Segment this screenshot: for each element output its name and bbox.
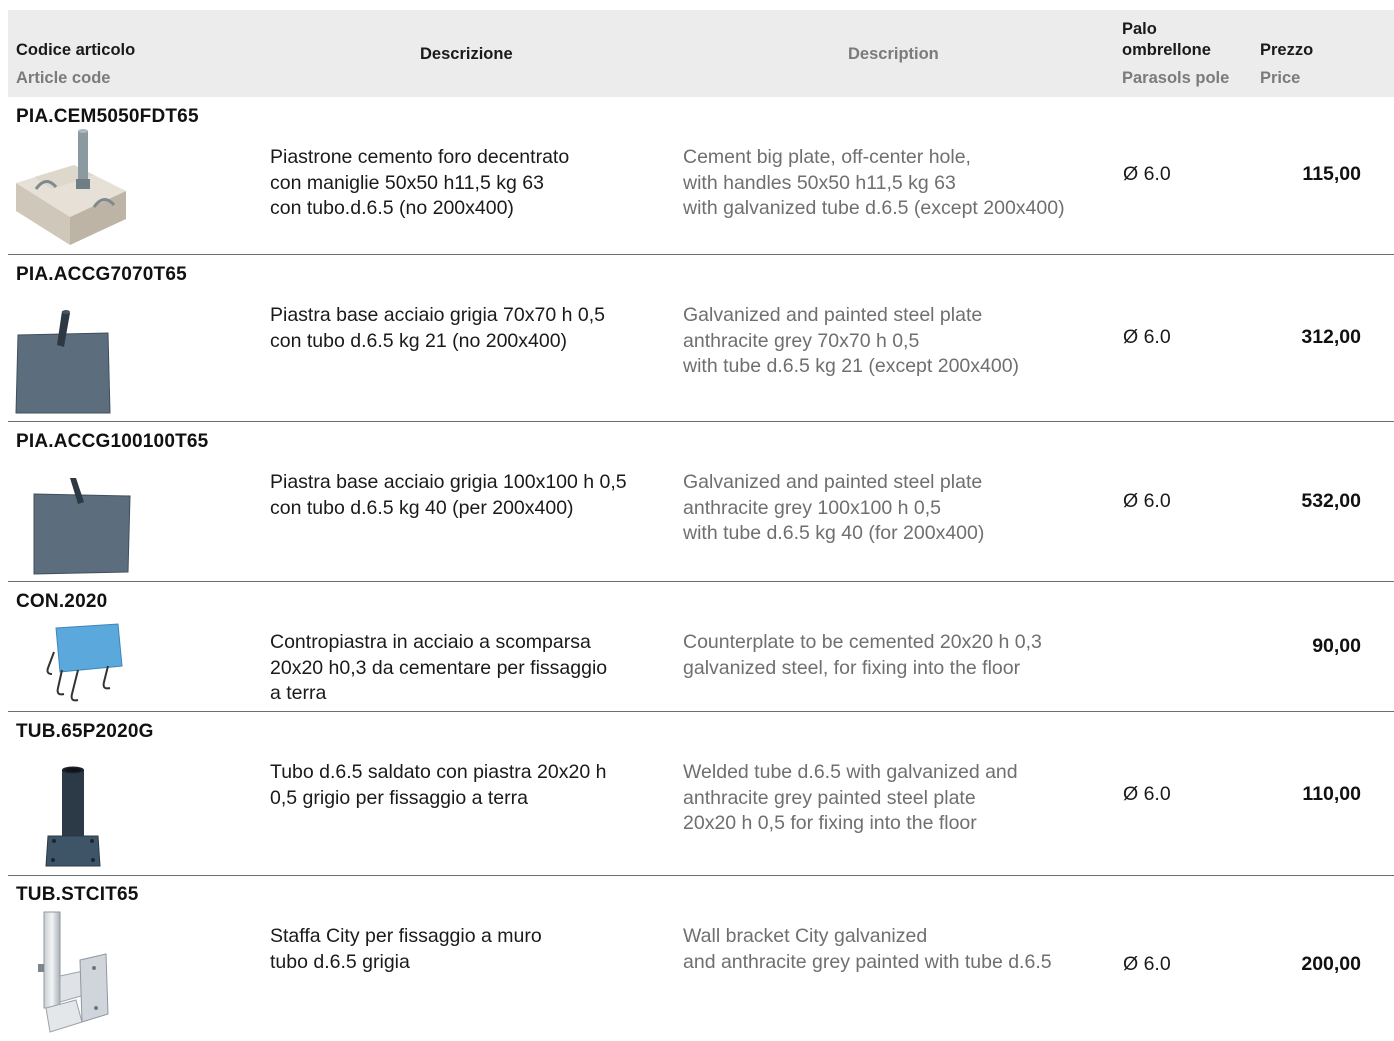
price: 312,00 — [1301, 326, 1361, 348]
description-it: Contropiastra in acciaio a scomparsa 20x20 h0,3 da cementare per fissaggio a terra — [270, 631, 608, 704]
table-row — [8, 712, 1394, 875]
description-it: Piastra base acciaio grigia 70x70 h 0,5 con tubo d.6.5 kg 21 (no 200x400) — [270, 304, 605, 352]
pole-diameter: Ø 6.0 — [1123, 163, 1171, 185]
table-row — [8, 582, 1394, 711]
article-code: CON.2020 — [16, 591, 108, 612]
table-row — [8, 876, 1394, 1041]
welded-tube-image — [42, 766, 102, 870]
description-it: Piastrone cemento foro decentrato con maniglie 50x50 h11,5 kg 63 con tubo.d.6.5 (no 200x400) — [270, 146, 570, 219]
price: 90,00 — [1312, 635, 1361, 657]
header-pole-it-1: Palo — [1122, 20, 1157, 38]
header-pole-it-2: ombrellone — [1122, 41, 1211, 59]
table-header — [8, 10, 1394, 97]
header-price-it: Prezzo — [1260, 41, 1314, 59]
table-row — [8, 422, 1394, 581]
price: 200,00 — [1301, 953, 1361, 975]
description-it: Tubo d.6.5 saldato con piastra 20x20 h 0,5 grigio per fissaggio a terra — [270, 761, 607, 809]
description-en: Galvanized and painted steel plate anthracite grey 100x100 h 0,5 with tube d.6.5 kg 40 (for 200x400) — [683, 471, 985, 544]
description-en: Welded tube d.6.5 with galvanized and anthracite grey painted steel plate 20x20 h 0,5 for fixing into the floor — [683, 761, 1018, 834]
header-desc-it: Descrizione — [420, 45, 513, 63]
article-code: TUB.STCIT65 — [16, 884, 139, 905]
header-desc-en: Description — [848, 45, 939, 63]
table-row — [8, 255, 1394, 421]
price: 115,00 — [1302, 163, 1361, 185]
price: 110,00 — [1302, 783, 1361, 805]
pole-diameter: Ø 6.0 — [1123, 953, 1171, 975]
pole-diameter: Ø 6.0 — [1123, 490, 1171, 512]
description-en: Counterplate to be cemented 20x20 h 0,3 galvanized steel, for fixing into the floor — [683, 631, 1042, 679]
pole-diameter: Ø 6.0 — [1123, 326, 1171, 348]
description-en: Cement big plate, off-center hole, with handles 50x50 h11,5 kg 63 with galvanized tube d.6.5 (except 200x400) — [683, 146, 1065, 219]
header-pole-en: Parasols pole — [1122, 69, 1230, 87]
article-code: PIA.CEM5050FDT65 — [16, 106, 199, 127]
description-it: Staffa City per fissaggio a muro tubo d.6.5 grigia — [270, 925, 542, 973]
cement-plate-image — [14, 125, 132, 249]
description-it: Piastra base acciaio grigia 100x100 h 0,5 con tubo d.6.5 kg 40 (per 200x400) — [270, 471, 627, 519]
price: 532,00 — [1301, 490, 1361, 512]
header-code-en: Article code — [16, 69, 111, 87]
wall-bracket-image — [32, 910, 112, 1038]
description-en: Wall bracket City galvanized and anthracite grey painted with tube d.6.5 — [683, 925, 1052, 973]
counterplate-image — [38, 622, 128, 702]
article-code: PIA.ACCG100100T65 — [16, 431, 209, 452]
large-steel-plate-image — [32, 476, 132, 576]
article-code: PIA.ACCG7070T65 — [16, 264, 187, 285]
pole-diameter: Ø 6.0 — [1123, 783, 1171, 805]
description-en: Galvanized and painted steel plate anthracite grey 70x70 h 0,5 with tube d.6.5 kg 21 (except 200x400) — [683, 304, 1020, 377]
header-price-en: Price — [1260, 69, 1301, 87]
steel-plate-image — [14, 309, 114, 415]
table-row — [8, 97, 1394, 254]
header-code-it: Codice articolo — [16, 41, 136, 59]
article-code: TUB.65P2020G — [16, 721, 154, 742]
